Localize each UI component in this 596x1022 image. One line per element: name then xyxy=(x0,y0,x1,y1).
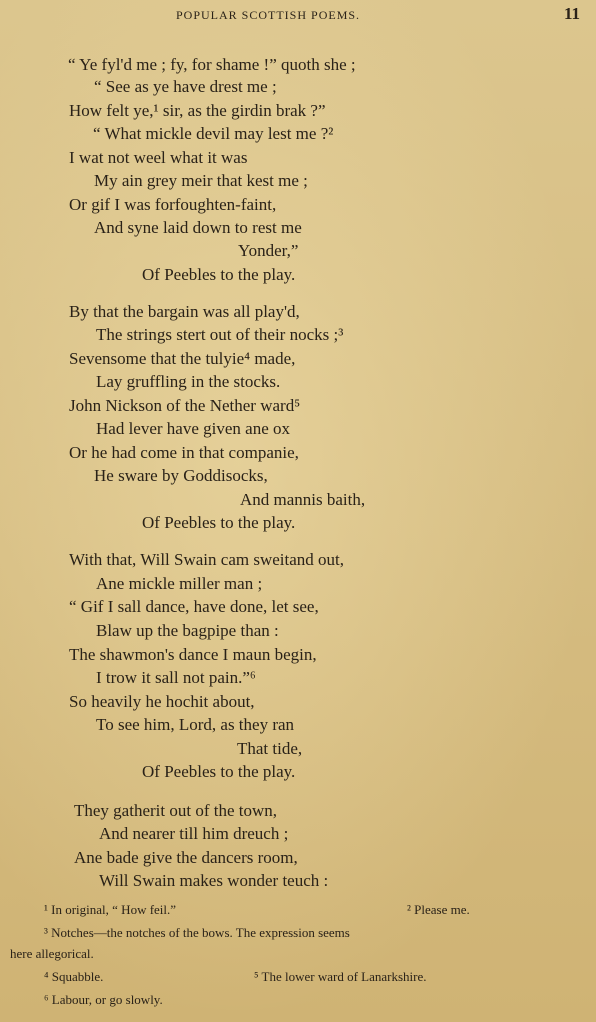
footnote: ¹ In original, “ How feil.” xyxy=(44,902,177,917)
poem-line: “ Ye fyl'd me ; fy, for shame !” quoth she ; xyxy=(68,55,356,74)
poem-line: I trow it sall not pain.”⁶ xyxy=(96,668,256,687)
footnote: ⁴ Squabble. xyxy=(44,969,104,984)
poem-line: Or gif I was forfoughten-faint, xyxy=(69,195,277,214)
poem-line: So heavily he hochit about, xyxy=(69,692,255,711)
footnote: ⁵ The lower ward of Lanarkshire. xyxy=(254,969,427,984)
poem-line: Ane mickle miller man ; xyxy=(96,574,263,593)
poem-line: Or he had come in that companie, xyxy=(69,443,299,462)
poem-line: Sevensome that the tulyie⁴ made, xyxy=(69,349,296,368)
poem-line: Blaw up the bagpipe than : xyxy=(96,621,279,640)
poem-line: My ain grey meir that kest me ; xyxy=(94,171,308,190)
poem-line: The strings stert out of their nocks ;³ xyxy=(96,325,344,344)
poem-line: And nearer till him dreuch ; xyxy=(99,824,289,843)
poem-line: With that, Will Swain cam sweitand out, xyxy=(69,550,344,569)
running-head: POPULAR SCOTTISH POEMS. xyxy=(176,8,361,22)
poem-line: I wat not weel what it was xyxy=(69,148,248,167)
poem-line: Lay gruffling in the stocks. xyxy=(96,372,281,391)
poem-line: “ See as ye have drest me ; xyxy=(94,77,277,96)
footnote: ² Please me. xyxy=(407,902,470,917)
footnote: ³ Notches—the notches of the bows. The expression seems xyxy=(44,925,350,940)
poem-line: “ Gif I sall dance, have done, let see, xyxy=(69,597,319,616)
poem-line: That tide, xyxy=(237,739,303,758)
poem-line: John Nickson of the Nether ward⁵ xyxy=(69,396,301,415)
poem-line: By that the bargain was all play'd, xyxy=(69,302,300,321)
page-number: 11 xyxy=(563,4,580,23)
footnote: here allegorical. xyxy=(10,946,94,961)
poem-line: Of Peebles to the play. xyxy=(142,265,296,284)
poem-line: How felt ye,¹ sir, as the girdin brak ?” xyxy=(69,101,326,120)
poem-line: They gatherit out of the town, xyxy=(74,801,278,820)
poem-line: And syne laid down to rest me xyxy=(94,218,302,237)
poem-line: And mannis baith, xyxy=(240,490,366,509)
footnote: ⁶ Labour, or go slowly. xyxy=(44,992,163,1007)
poem-line: Ane bade give the dancers room, xyxy=(74,848,298,867)
poem-line: Yonder,” xyxy=(238,241,299,260)
poem-line: Of Peebles to the play. xyxy=(142,762,296,781)
poem-line: The shawmon's dance I maun begin, xyxy=(69,645,317,664)
poem-line: He sware by Goddisocks, xyxy=(94,466,268,485)
poem-line: Will Swain makes wonder teuch : xyxy=(99,871,329,890)
poem-line: Had lever have given ane ox xyxy=(96,419,290,438)
poem-line: “ What mickle devil may lest me ?² xyxy=(93,124,334,143)
poem-line: To see him, Lord, as they ran xyxy=(96,715,295,734)
poem-line: Of Peebles to the play. xyxy=(142,513,296,532)
